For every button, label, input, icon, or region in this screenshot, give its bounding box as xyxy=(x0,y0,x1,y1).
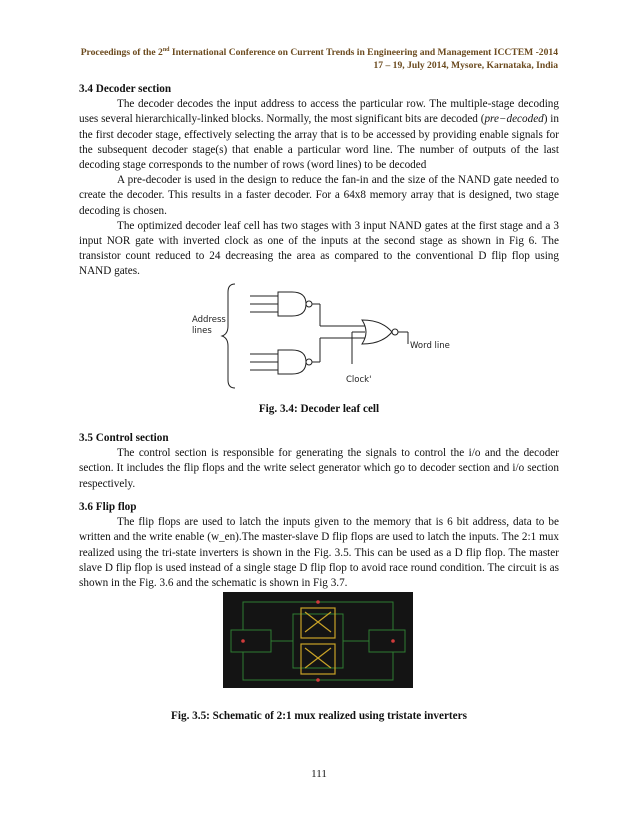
section-3-4 xyxy=(79,82,559,280)
nor-gate xyxy=(362,320,392,344)
section-3-6 xyxy=(79,500,559,591)
section-heading: 3.4 Decoder section xyxy=(79,83,172,95)
page-number: 111 xyxy=(311,768,327,780)
proceedings-header xyxy=(81,44,558,72)
header-line-2: 17 – 19, July 2014, Mysore, Karnataka, India xyxy=(373,60,558,72)
mux-schematic-image xyxy=(223,592,413,688)
nand-gate-1 xyxy=(278,292,306,316)
paragraph: The decoder decodes the input address to access the particular row. The multiple-stage decoding uses several hierarchically-linked blocks. Normally, the most significant bits are decoded (pre−decoded) in the first decoder stage, effectively selecting the array that is to be accessed by providing enable signals for the subsequent decoder stage(s) that enable a particular word line. The number of outputs of the last decoding stage corresponds to the number of rows (word lines) to be decoded xyxy=(79,98,560,172)
nand-gate-2 xyxy=(278,350,306,374)
word-line-label: Word line xyxy=(410,341,450,351)
paragraph: A pre-decoder is used in the design to reduce the fan-in and the size of the NAND gate needed to create the decoder. This results in a faster decoder. For a 64x8 memory array that is designed, two stage decoding is chosen. xyxy=(79,174,559,217)
figure-caption: Fig. 3.4: Decoder leaf cell xyxy=(258,403,380,415)
section-heading: 3.6 Flip flop xyxy=(79,501,137,513)
header-line-1: Proceedings of the 2nd International Conference on Current Trends in Engineering and Management ICCTEM -2014 xyxy=(80,47,558,59)
brace xyxy=(222,284,235,388)
section-heading: 3.5 Control section xyxy=(79,432,169,444)
paragraph: The control section is responsible for generating the signals to control the i/o and the decoder section. It includes the flip flops and the write select generator which go to decoder section and i/o section respectively. xyxy=(79,447,559,490)
lines-label: lines xyxy=(192,326,212,336)
clock-label: Clock' xyxy=(346,375,372,385)
address-label: Address xyxy=(192,315,226,325)
decoder-leaf-cell-diagram xyxy=(190,282,465,390)
paragraph: The flip flops are used to latch the inputs given to the memory that is 6 bit address, data to be written and the write enable (w_en).The master-slave D flip flops are used to latch the inputs. The 2:1 mux realized using the tri-state inverters is shown in the Fig. 3.5. This can be used as a D flip flop. The master slave D flip flop is used instead of a single stage D flip flop to avoid race round condition. The circuit is as shown in the Fig. 3.6 and the schematic is shown in Fig 3.7. xyxy=(79,516,559,590)
section-3-5 xyxy=(79,431,559,492)
paragraph: The optimized decoder leaf cell has two stages with 3 input NAND gates at the first stage and a 3 input NOR gate with inverted clock as one of the inputs at the second stage as shown in Fig 6. The transistor count reduced to 24 decreasing the area as compared to the conventional D flip flop using NAND gates. xyxy=(79,219,559,278)
figure-caption: Fig. 3.5: Schematic of 2:1 mux realized using tristate inverters xyxy=(171,710,467,722)
